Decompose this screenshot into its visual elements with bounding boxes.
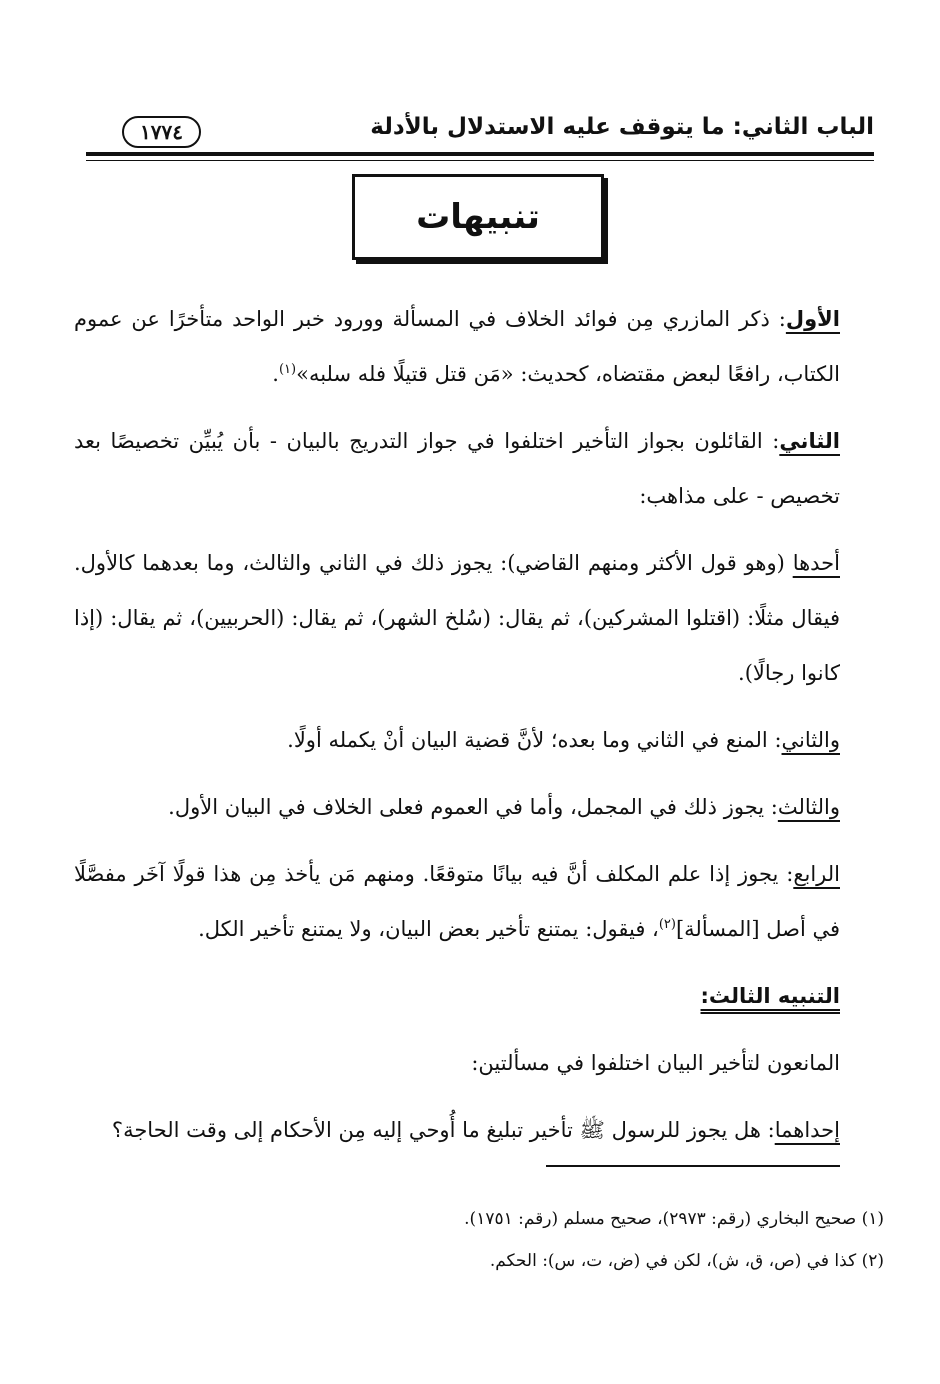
paragraph-opinion-two <box>74 713 840 768</box>
footnote-ref[interactable]: (١) <box>278 362 297 377</box>
paragraph-text: : ذكر المازري مِن فوائد الخلاف في المسألة وورود خبر الواحد متأخرًا عن عموم الكتاب، رافعًا لبعض مقتضاه، كحديث: «مَن قتل قتيلًا فله سلبه» <box>74 307 840 386</box>
section-title-box <box>352 174 604 260</box>
paragraph-lead: إحداهما <box>774 1118 840 1142</box>
paragraph-first-note <box>74 292 840 402</box>
paragraph-lead: الثاني <box>779 429 840 453</box>
paragraph-lead: والثالث <box>777 795 840 819</box>
paragraph-lead: الأول <box>785 307 840 331</box>
paragraph-text: : القائلون بجواز التأخير اختلفوا في جواز التدريج بالبيان - بأن يُبيِّن تخصيصًا بعد تخصيص - على مذاهب: <box>74 429 840 508</box>
paragraph-second-note <box>74 414 840 524</box>
running-header <box>82 110 874 150</box>
footnote-2: (٢) كذا في (ص، ق، ش)، لكن في (ض، ت، س): الحكم. <box>489 1251 884 1271</box>
footnote-separator <box>546 1165 840 1167</box>
footnotes <box>74 1198 884 1282</box>
paragraph-text: (وهو قول الأكثر ومنهم القاضي): يجوز ذلك في الثاني والثالث، وما بعدهما كالأول. فيقال مثلًا: (اقتلوا المشركين)، ثم يقال: (سُلخ الشهر)، ثم يقال: (الحربيين)، ثم يقال: (إذا كانوا رجالًا). <box>74 551 840 685</box>
section-title: تنبيهات <box>416 197 540 237</box>
third-note-heading: التنبيه الثالث: <box>700 984 840 1008</box>
header-rule-thin <box>86 160 874 161</box>
header-rule-thick <box>86 152 874 156</box>
paragraph-lead: أحدها <box>792 551 840 575</box>
paragraph-opinion-three <box>74 780 840 835</box>
paragraph-tail: ، فيقول: يمتنع تأخير بعض البيان، ولا يمتنع تأخير الكل. <box>198 917 659 941</box>
chapter-title: الباب الثاني: ما يتوقف عليه الاستدلال بالأدلة <box>370 114 874 140</box>
paragraph-text: : يجوز إذا علم المكلف أنَّ فيه بيانًا متوقعًا. ومنهم مَن يأخذ مِن هذا قولًا آخَر مفصَّلًا في أصل [المسألة] <box>74 862 840 941</box>
paragraph-text: : المنع في الثاني وما بعده؛ لأنَّ قضية البيان أنْ يكمله أولًا. <box>287 728 782 752</box>
paragraph-tail: . <box>272 362 279 386</box>
paragraph-lead: الرابع <box>793 862 840 886</box>
paragraph-text: : هل يجوز للرسول ﷺ تأخير تبليغ ما أُوحي إليه مِن الأحكام إلى وقت الحاجة؟ <box>111 1118 775 1142</box>
paragraph-first-issue <box>74 1103 840 1158</box>
page-number: ١٧٧٤ <box>122 116 201 148</box>
third-note-intro: المانعون لتأخير البيان اختلفوا في مسألتين: <box>471 1051 840 1075</box>
paragraph-opinion-four <box>74 847 840 957</box>
paragraph-lead: والثاني <box>781 728 840 752</box>
paragraph-opinion-one <box>74 536 840 701</box>
footnote-ref[interactable]: (٢) <box>658 917 676 932</box>
main-text <box>74 292 840 1170</box>
paragraph-text: : يجوز ذلك في المجمل، وأما في العموم فعلى الخلاف في البيان الأول. <box>168 795 778 819</box>
footnote-1: (١) صحيح البخاري (رقم: ٢٩٧٣)، صحيح مسلم (رقم: ١٧٥١). <box>464 1209 884 1229</box>
